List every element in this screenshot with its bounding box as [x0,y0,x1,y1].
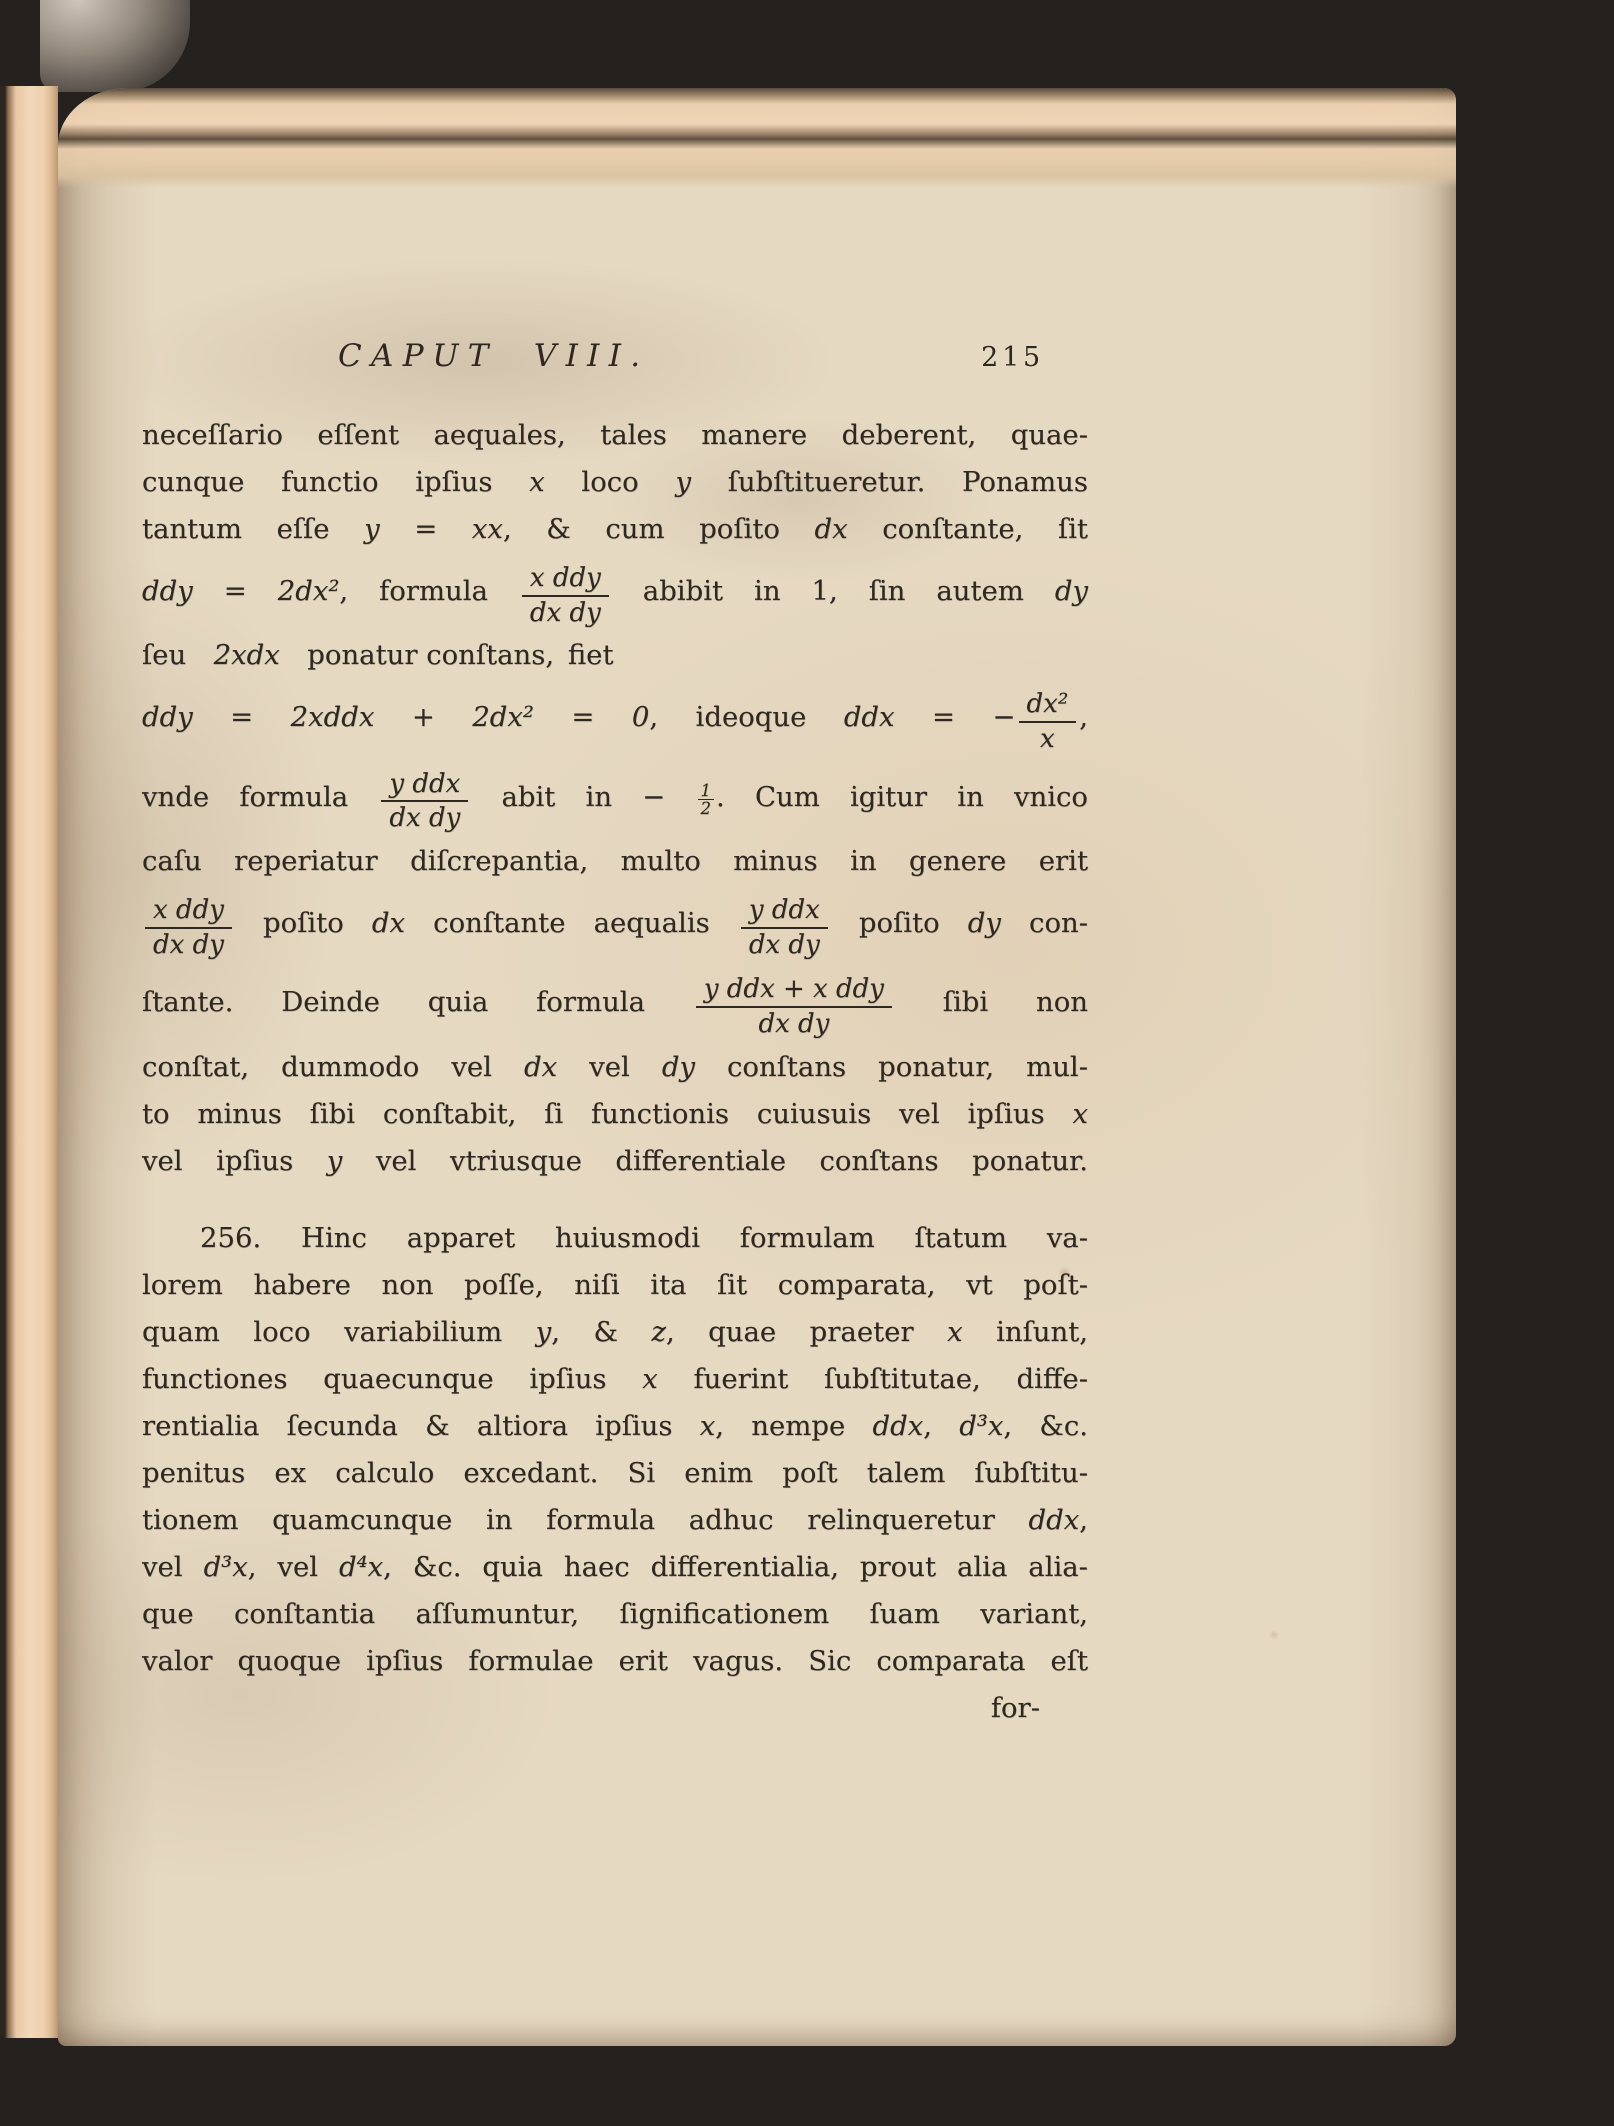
text-run: vel vtriusque differentiale conſtans ponatur. [342,1144,1088,1177]
book-head-edge [40,0,190,92]
math-inline: ddx [872,1409,924,1442]
paragraph-2 [142,1215,1088,1685]
text-run: , nempe [715,1409,873,1442]
text-line [142,1544,1088,1591]
text-run: to minus ſibi conſtabit, ſi functionis cuiusuis vel ipſius [142,1097,1073,1130]
math-inline: 2xdx [213,639,280,672]
text-run: , &c. [1003,1409,1089,1442]
text-run: que conſtantia aſſumuntur, ſignificationem ſuam variant, [142,1597,1088,1630]
math-inline: x [529,466,545,498]
math-inline: z [651,1315,666,1348]
text-run: fuerint ſubſtitutae, diffe- [657,1362,1088,1395]
text-run: conſtante aequalis [405,907,738,940]
text-run: , [1079,701,1088,734]
text-run: functiones quaecunque ipſius [142,1362,643,1395]
text-run: , [923,1409,960,1442]
text-run: ſubſtitueretur. Ponamus [690,466,1088,498]
text-line [142,1138,1088,1185]
text-run: ponatur conſtans, fiet [279,639,614,672]
text-line [142,1450,1088,1497]
fraction: $\frac{\text{x ddy}}{\text{dx dy}}$ [519,556,612,635]
text-line [142,1497,1088,1544]
fraction: $\frac{\text{dx²}}{x}$ [1016,682,1080,761]
text-line [142,838,1088,885]
text-run: inſunt, [962,1315,1088,1348]
text-line [142,885,1088,964]
math-inline: y = xx [364,513,503,545]
running-header [142,338,1088,374]
math-inline: d³x [203,1550,248,1583]
text-run: conſtans ponatur, mul- [694,1050,1088,1083]
text-run: , &c. quia haec differentialia, prout alia alia- [383,1550,1088,1583]
page-top-edges [58,88,1456,188]
text-run: , ideoque [649,701,844,734]
text-line [142,1309,1088,1356]
text-line [142,1356,1088,1403]
text-line [142,1091,1088,1138]
text-run: conſtante, ſit [847,513,1088,545]
text-run: 256. Hinc apparet huiusmodi formulam ſtatum va- [200,1221,1088,1254]
text-run: , [1079,1503,1088,1536]
fraction: $\frac{\text{y ddx}}{\text{dx dy}}$ [378,762,471,841]
text-run: ſtante. Deinde quia formula [142,986,693,1019]
math-inline: d⁴x [339,1550,384,1583]
paragraph-1 [142,412,1088,1185]
chapter-heading: CAPUT VIII. [338,338,650,374]
math-inline: dx [524,1050,558,1083]
math-inline: y [326,1144,343,1177]
text-run: conſtat, dummodo vel [142,1050,525,1083]
text-run: abit in − [471,780,696,813]
math-inline: dx [371,907,406,940]
book-spine-edge [0,86,58,2038]
text-line [142,632,1088,679]
math-inline: dy [1054,575,1088,608]
catchword: for- [990,1691,1040,1724]
text-run: vel [557,1050,662,1083]
text-run: poſito [234,907,372,940]
text-run: vel ipſius [142,1144,327,1177]
text-run: caſu reperiatur diſcrepantia, multo minus in genere erit [142,845,1088,878]
text-run: vnde formula [142,780,379,813]
text-run: ſibi non [894,986,1088,1019]
text-run: , vel [247,1550,339,1583]
page-number: 215 [981,342,1044,373]
text-run: valor quoque ipſius formulae erit vagus. Sic comparata eſt [142,1644,1088,1677]
text-run: , & cum poſito [502,513,815,545]
text-run: rentialia ſecunda & altiora ipſius [142,1409,700,1442]
math-inline: dx [814,513,848,545]
text-run: vel [142,1550,204,1583]
text-run: lorem habere non poſſe, niſi ita ſit comparata, vt poſt- [142,1268,1088,1301]
math-inline: ddy = 2xddx + 2dx² = 0 [142,701,650,734]
math-inline: ddx = − [843,701,1016,734]
text-line [142,1638,1088,1685]
text-run: , quae praeter [665,1315,948,1348]
text-run: penitus ex calculo excedant. Si enim poſt talem ſubſtitu- [142,1456,1088,1489]
page-content [142,338,1088,1732]
math-inline: d³x [959,1409,1004,1442]
math-inline: y [675,466,691,498]
math-inline: x [699,1409,716,1442]
math-inline: ddy = 2dx² [142,575,340,608]
text-run: neceſſario eſſent aequales, tales manere deberent, quae- [142,419,1088,451]
math-inline: x [642,1362,658,1395]
text-run: con- [1000,907,1089,940]
text-line [142,459,1088,506]
text-line [142,553,1088,632]
math-inline: y [535,1315,552,1348]
text-run: abibit in 1, ſin autem [611,575,1055,608]
text-run: quam loco variabilium [142,1315,536,1348]
text-run: . Cum igitur in vnico [716,780,1088,813]
text-run: tionem quamcunque in formula adhuc relinqueretur [142,1503,1029,1536]
math-inline: x [1072,1097,1088,1130]
fraction: $\frac{\text{y ddx + x ddy}}{\text{dx dy}}$ [693,967,895,1046]
text-line [142,1215,1088,1262]
text-run: poſito [830,907,968,940]
text-line [142,964,1088,1043]
math-inline: ddx [1028,1503,1080,1536]
text-line [142,506,1088,553]
text-line [142,412,1088,459]
fraction: $\frac{\text{y ddx}}{\text{dx dy}}$ [738,888,831,967]
math-inline: x [947,1315,963,1348]
text-line [142,759,1088,838]
text-line [142,1262,1088,1309]
text-line [142,1403,1088,1450]
book-page [58,88,1456,2046]
fraction: $\frac{1}{2}$ [696,780,717,820]
math-inline: dy [967,907,1001,940]
text-run: , formula [339,575,519,608]
text-line [142,1044,1088,1091]
text-run: tantum eſſe [142,513,365,545]
text-line [142,679,1088,758]
text-run: ſeu [142,639,214,672]
text-line [142,1591,1088,1638]
fraction: $\frac{\text{x ddy}}{\text{dx dy}}$ [142,888,235,967]
text-run: , & [551,1315,652,1348]
text-run: loco [544,466,676,498]
text-run: cunque functio ipſius [142,466,530,498]
math-inline: dy [661,1050,695,1083]
